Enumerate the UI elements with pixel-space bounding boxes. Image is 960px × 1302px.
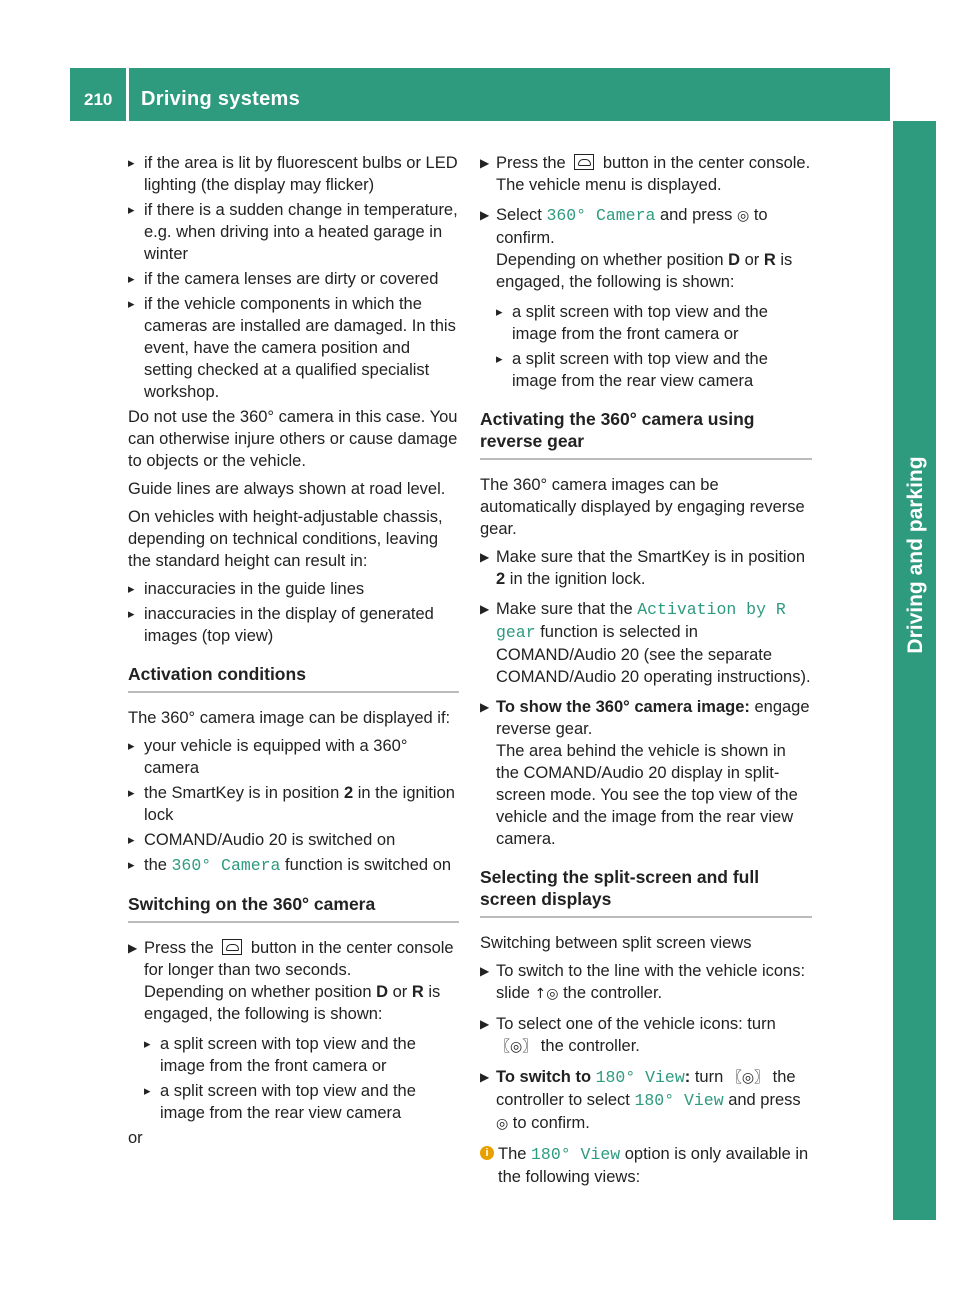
menu-option: Activation by R gear (496, 600, 786, 642)
paragraph: or (128, 1129, 143, 1147)
list-item: ▸ if the area is lit by fluorescent bulbs or LED lighting (the display may flicker) (128, 152, 459, 196)
step-arrow-icon: ▶ (128, 941, 138, 955)
instruction-step: ▶ To switch to 180° View: turn 〖◎〗 the controller to select 180° View and press ◎ to confirm. (480, 1068, 801, 1132)
list-item: ▸ inaccuracies in the guide lines (128, 578, 459, 600)
step-arrow-icon: ▶ (480, 964, 490, 978)
paragraph: Do not use the 360° camera in this case. You can otherwise injure others or cause damage to objects or the vehicle. (128, 408, 458, 470)
menu-option: 180° View (634, 1091, 724, 1110)
press-controller-icon: ◎ (737, 208, 750, 224)
instruction-step: ▶ Press the button in the center console. The vehicle menu is displayed. (480, 154, 811, 194)
instruction-step: ▶ To show the 360° camera image: engage reverse gear. The area behind the vehicle is shown in the COMAND/Audio 20 display in split-screen mode. You see the top view of the vehicle and the image from the rear view camera. (480, 698, 810, 848)
list-item: ▸ a split screen with top view and the image from the rear view camera (144, 1080, 459, 1124)
paragraph: Guide lines are always shown at road level. (128, 480, 446, 498)
list-item: ▸ if the vehicle components in which the cameras are installed are damaged. In this event, have the camera position and setting checked at a qualified specialist workshop. (128, 293, 459, 403)
step-arrow-icon: ▶ (480, 602, 490, 616)
list-item: ▸ a split screen with top view and the image from the rear view camera (496, 348, 812, 392)
slide-up-controller-icon: ↑◎ (534, 986, 559, 1002)
list-item: ▸ the SmartKey is in position 2 in the ignition lock (128, 782, 459, 826)
paragraph: On vehicles with height-adjustable chassis, depending on technical conditions, leaving the standard height can result in: (128, 508, 443, 570)
press-controller-icon: ◎ (496, 1116, 509, 1132)
instruction-step: ▶ Make sure that the SmartKey is in position 2 in the ignition lock. (480, 548, 806, 588)
instruction-step: ▶ Press the button in the center console for longer than two seconds. Depending on whether position D or R is engaged, the following is shown: (128, 939, 454, 1023)
car-button-icon (222, 939, 242, 955)
right-column (480, 152, 812, 1188)
paragraph: The 360° camera image can be displayed if: (128, 709, 451, 727)
turn-controller-icon: 〖◎〗 (496, 1039, 537, 1055)
step-arrow-icon: ▶ (480, 550, 490, 564)
list-item: ▸ a split screen with top view and the image from the front camera or (496, 301, 812, 345)
info-icon: i (480, 1146, 494, 1160)
section-heading: Activation conditions (128, 663, 459, 693)
list-item: ▸ if the camera lenses are dirty or covered (128, 268, 459, 290)
menu-option: 360° Camera (171, 856, 281, 875)
step-arrow-icon: ▶ (480, 1017, 490, 1031)
step-arrow-icon: ▶ (480, 1070, 490, 1084)
page-number: 210 (84, 90, 113, 109)
step-arrow-icon: ▶ (480, 156, 490, 170)
menu-option: 180° View (595, 1068, 685, 1087)
left-column (128, 152, 459, 1155)
turn-controller-icon: 〖◎〗 (727, 1070, 769, 1086)
instruction-step: ▶ To switch to the line with the vehicle icons: slide ↑◎ the controller. (480, 962, 806, 1002)
section-heading: Switching on the 360° camera (128, 893, 459, 923)
list-item: ▸ the 360° Camera function is switched on (128, 854, 459, 877)
paragraph: Switching between split screen views (480, 934, 752, 952)
side-tab-label-wrap (899, 430, 933, 680)
section-heading: Selecting the split-screen and full screen displays (480, 866, 812, 918)
menu-option: 180° View (531, 1145, 621, 1164)
section-heading: Activating the 360° camera using reverse gear (480, 408, 812, 460)
step-arrow-icon: ▶ (480, 700, 490, 714)
instruction-step: ▶ Make sure that the Activation by R gear function is selected in COMAND/Audio 20 (see the separate COMAND/Audio 20 operating instructions). (480, 600, 811, 686)
menu-option: 360° Camera (546, 206, 656, 225)
header-divider (126, 68, 129, 121)
info-note: i The 180° View option is only available in the following views: (480, 1143, 812, 1188)
list-item: ▸ if there is a sudden change in temperature, e.g. when driving into a heated garage in winter (128, 199, 459, 265)
list-item: ▸ your vehicle is equipped with a 360° camera (128, 735, 459, 779)
paragraph: The 360° camera images can be automatically displayed by engaging reverse gear. (480, 476, 805, 538)
side-tab-label: Driving and parking (904, 456, 927, 654)
list-item: ▸ a split screen with top view and the image from the front camera or (144, 1033, 459, 1077)
instruction-step: ▶ Select 360° Camera and press ◎ to confirm. Depending on whether position D or R is engaged, the following is shown: (480, 206, 793, 291)
list-item: ▸ inaccuracies in the display of generated images (top view) (128, 603, 459, 647)
instruction-step: ▶ To select one of the vehicle icons: turn 〖◎〗 the controller. (480, 1015, 776, 1055)
car-button-icon (574, 154, 594, 170)
page-title: Driving systems (141, 88, 301, 110)
step-arrow-icon: ▶ (480, 208, 490, 222)
list-item: ▸ COMAND/Audio 20 is switched on (128, 829, 459, 851)
